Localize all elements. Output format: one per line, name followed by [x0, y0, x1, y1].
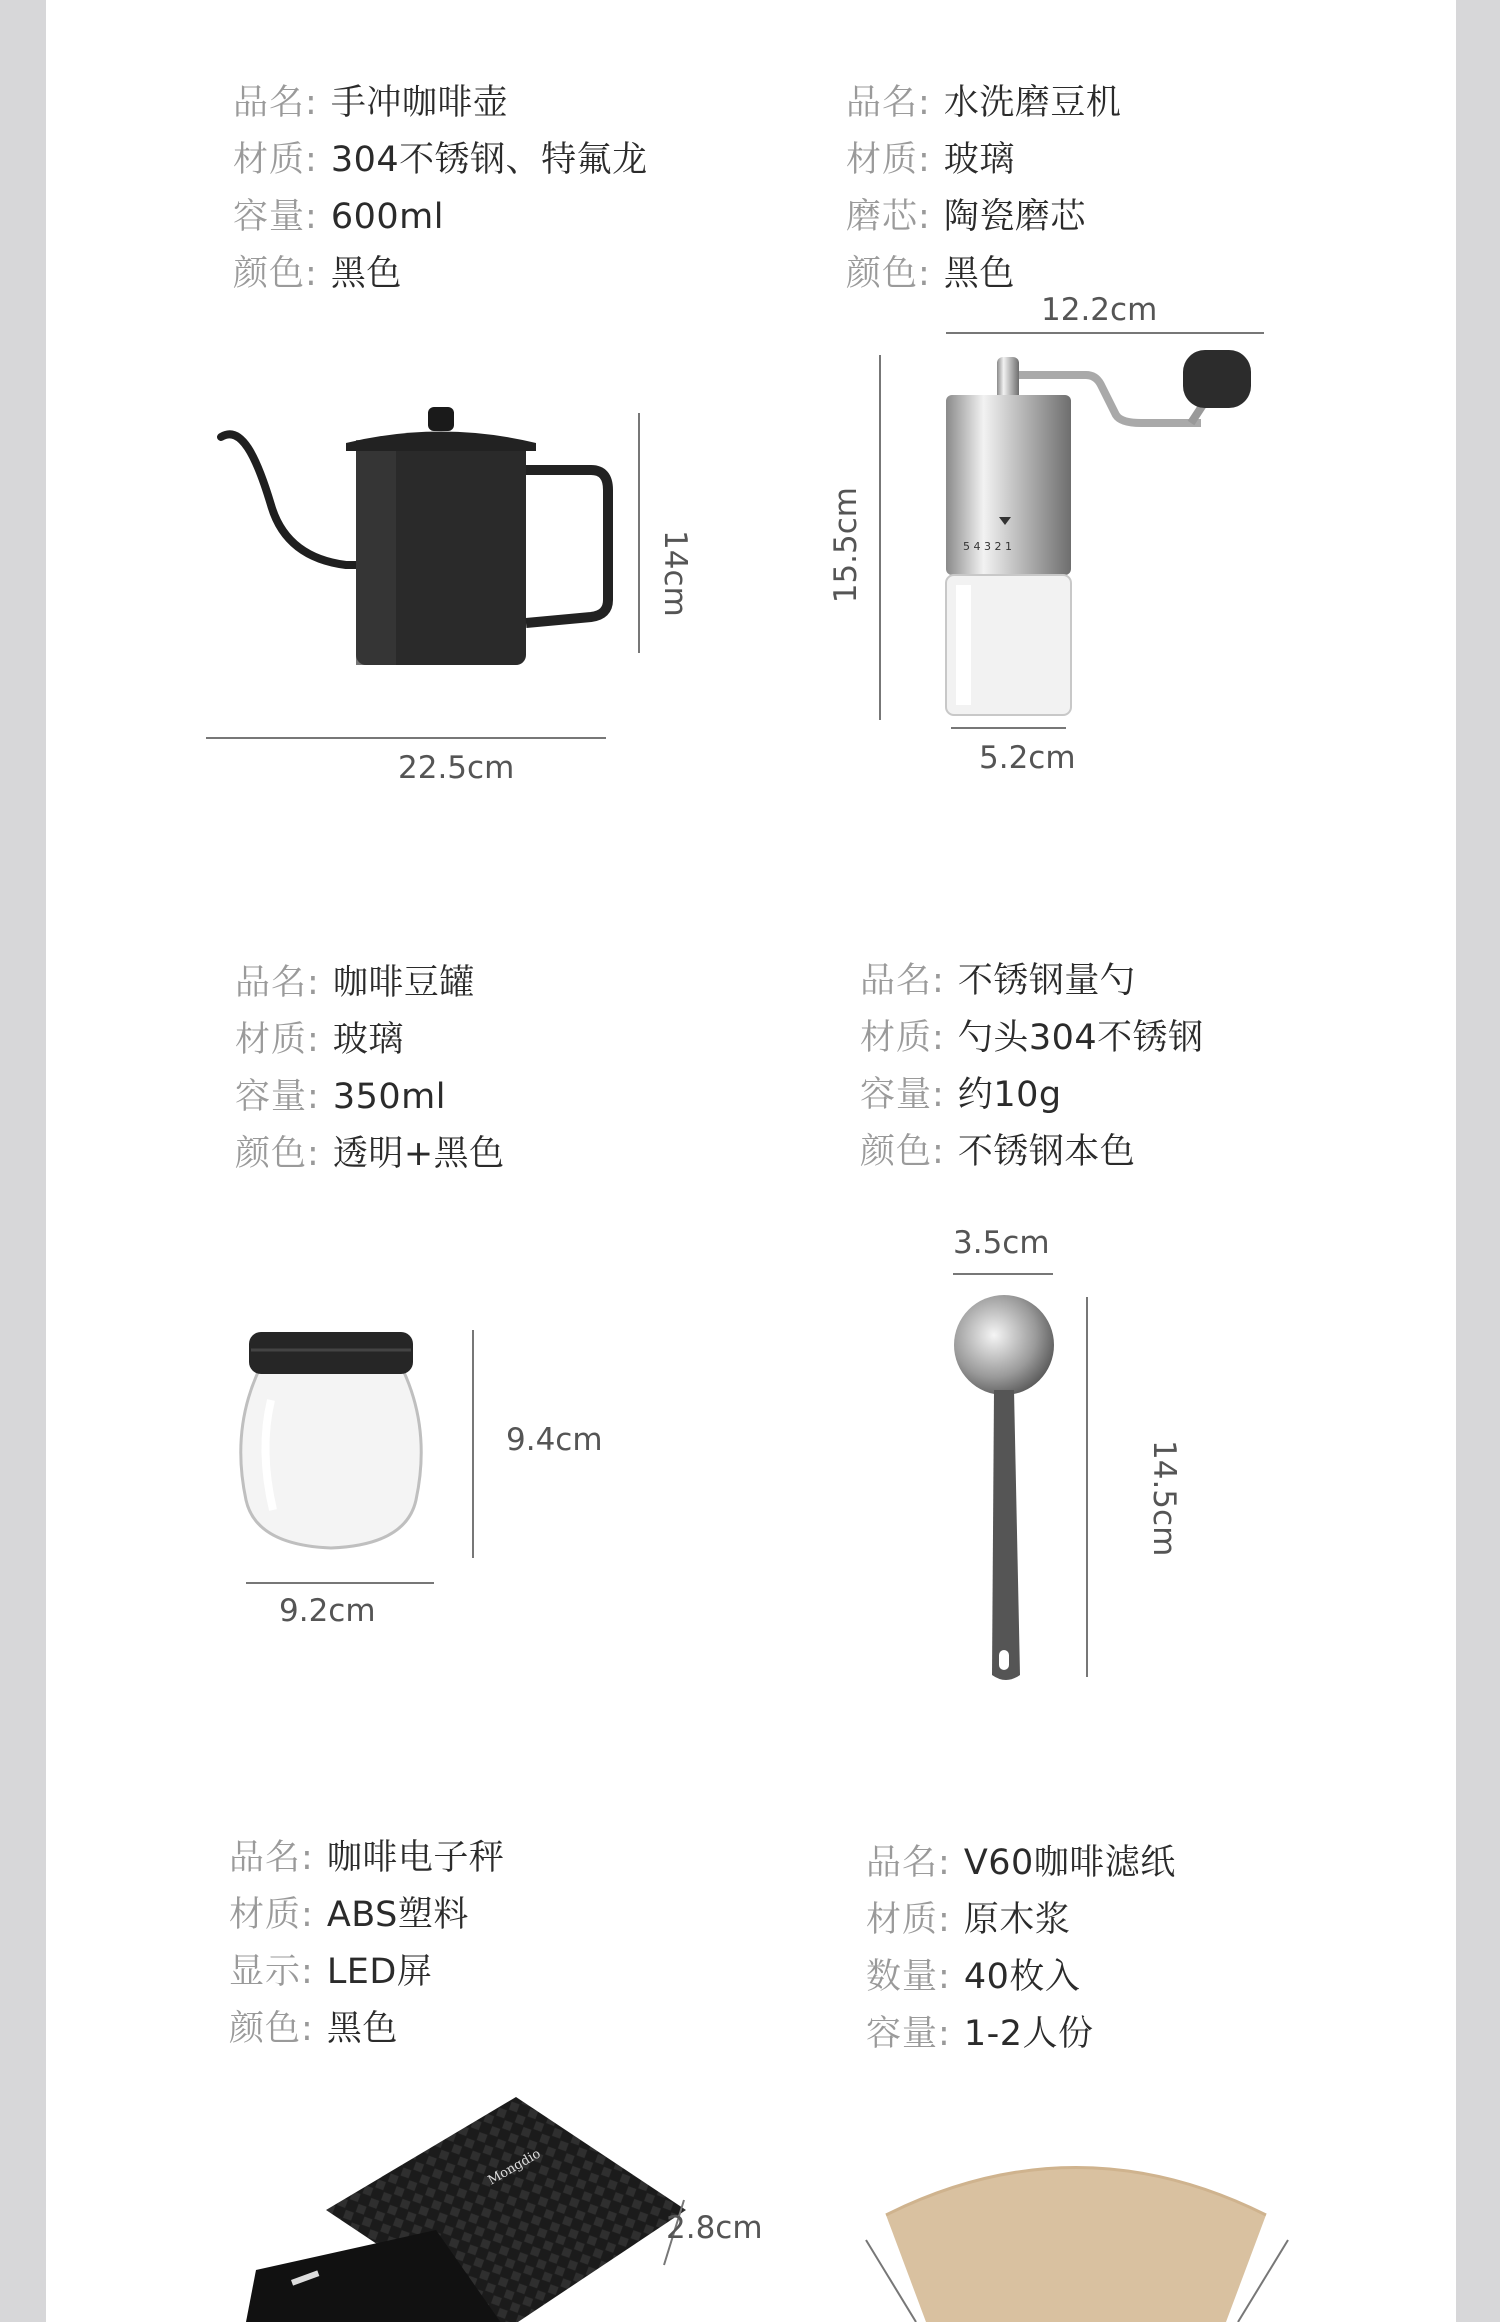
grinder-top-label: 12.2cm [1041, 292, 1158, 328]
spec-value: 勺头304不锈钢 [957, 1018, 1204, 1058]
spec-value: 咖啡豆罐 [332, 963, 475, 1003]
kettle-image [216, 385, 676, 675]
spec-key: 品名 [846, 83, 919, 123]
spec-value: 原木浆 [963, 1900, 1071, 1940]
spec-row: 容量 : 600ml [233, 189, 648, 246]
grinder-height-label: 15.5cm [828, 487, 864, 604]
scale-thickness-label: 2.8cm [666, 2210, 763, 2246]
spec-value: LED屏 [326, 1952, 433, 1992]
spec-value: 不锈钢量勺 [957, 961, 1136, 1001]
spec-key: 材质 [846, 140, 919, 180]
spec-row: 材质 : 玻璃 [235, 1012, 505, 1069]
spec-value: 1-2人份 [963, 2014, 1094, 2054]
spec-key: 容量 [233, 197, 306, 237]
spec-key: 材质 [860, 1018, 933, 1058]
spec-row: 磨芯 : 陶瓷磨芯 [846, 189, 1121, 246]
dim-line [1086, 1297, 1088, 1677]
spec-value: 玻璃 [943, 140, 1015, 180]
spec-value: 透明+黑色 [332, 1134, 505, 1174]
dim-line [638, 413, 640, 653]
spec-block-grinder [846, 75, 1121, 303]
spec-key: 材质 [866, 1900, 939, 1940]
spec-value: 水洗磨豆机 [943, 83, 1122, 123]
spec-key: 颜色 [229, 2009, 302, 2049]
spec-value: 不锈钢本色 [957, 1132, 1136, 1172]
spec-key: 品名 [233, 83, 306, 123]
spec-key: 颜色 [233, 254, 306, 294]
spec-key: 材质 [235, 1020, 308, 1060]
spec-row: 颜色 : 黑色 [229, 2001, 504, 2058]
kettle-height-label: 14cm [657, 530, 693, 617]
spec-value: 约10g [957, 1075, 1062, 1115]
spec-value: 350ml [332, 1077, 446, 1117]
spec-key: 数量 [866, 1957, 939, 1997]
spec-key: 容量 [860, 1075, 933, 1115]
spec-row: 材质 : 原木浆 [866, 1892, 1176, 1949]
spec-row: 品名 : 咖啡电子秤 [229, 1830, 504, 1887]
dim-line [472, 1330, 474, 1558]
grinder-image [901, 345, 1281, 725]
spec-key: 品名 [866, 1843, 939, 1883]
spec-key: 材质 [229, 1895, 302, 1935]
spec-row: 品名 : 水洗磨豆机 [846, 75, 1121, 132]
spoon-image [946, 1290, 1066, 1690]
spec-value: 黑色 [943, 254, 1015, 294]
spec-row: 颜色 : 不锈钢本色 [860, 1124, 1204, 1181]
grinder-bottom-label: 5.2cm [979, 740, 1076, 776]
spec-block-kettle [233, 75, 648, 303]
spec-row: 容量 : 350ml [235, 1069, 505, 1126]
spec-row: 品名 : 不锈钢量勺 [860, 953, 1204, 1010]
spec-row: 材质 : 玻璃 [846, 132, 1121, 189]
kettle-width-label: 22.5cm [398, 750, 515, 786]
spec-value: 304不锈钢、特氟龙 [330, 140, 648, 180]
spec-row: 容量 : 约10g [860, 1067, 1204, 1124]
spec-value: 玻璃 [332, 1020, 404, 1060]
spec-value: 黑色 [326, 2009, 398, 2049]
spec-block-jar [235, 955, 505, 1183]
spec-key: 品名 [235, 963, 308, 1003]
spec-row: 品名 : 咖啡豆罐 [235, 955, 505, 1012]
spec-row: 品名 : V60咖啡滤纸 [866, 1835, 1176, 1892]
spec-key: 显示 [229, 1952, 302, 1992]
spec-row: 颜色 : 黑色 [233, 246, 648, 303]
spec-value: 40枚入 [963, 1957, 1081, 1997]
scale-image [236, 2090, 706, 2322]
spec-key: 容量 [235, 1077, 308, 1117]
spec-row: 显示 : LED屏 [229, 1944, 504, 2001]
spec-block-spoon [860, 953, 1204, 1181]
dim-line [246, 1582, 434, 1584]
dim-line [206, 737, 606, 739]
spoon-top-label: 3.5cm [953, 1225, 1050, 1261]
spec-key: 磨芯 [846, 197, 919, 237]
dim-line [953, 1273, 1053, 1275]
spec-row: 品名 : 手冲咖啡壶 [233, 75, 648, 132]
spec-value: 手冲咖啡壶 [330, 83, 509, 123]
grinder-dial-marks: 5 4 3 2 1 [963, 540, 1012, 553]
spec-key: 材质 [233, 140, 306, 180]
spec-value: ABS塑料 [326, 1895, 469, 1935]
spec-block-filter [866, 1835, 1176, 2063]
spec-row: 容量 : 1-2人份 [866, 2006, 1176, 2063]
spec-row: 材质 : 勺头304不锈钢 [860, 1010, 1204, 1067]
spec-key: 品名 [229, 1838, 302, 1878]
spec-row: 颜色 : 黑色 [846, 246, 1121, 303]
jar-width-label: 9.2cm [279, 1593, 376, 1629]
spoon-height-label: 14.5cm [1146, 1440, 1182, 1557]
spec-row: 数量 : 40枚入 [866, 1949, 1176, 2006]
spec-key: 品名 [860, 961, 933, 1001]
spec-row: 材质 : ABS塑料 [229, 1887, 504, 1944]
spec-value: 600ml [330, 197, 444, 237]
jar-height-label: 9.4cm [506, 1422, 603, 1458]
spec-value: 咖啡电子秤 [326, 1838, 505, 1878]
spec-value: V60咖啡滤纸 [963, 1843, 1176, 1883]
dim-line [879, 355, 881, 720]
spec-row: 颜色 : 透明+黑色 [235, 1126, 505, 1183]
spec-row: 材质 : 304不锈钢、特氟龙 [233, 132, 648, 189]
spec-value: 黑色 [330, 254, 402, 294]
spec-value: 陶瓷磨芯 [943, 197, 1086, 237]
scale-brand: Mongdio [485, 2146, 544, 2189]
dim-line [946, 332, 1264, 334]
product-spec-page [46, 0, 1456, 2322]
spec-key: 颜色 [846, 254, 919, 294]
jar-image [231, 1320, 431, 1560]
spec-key: 容量 [866, 2014, 939, 2054]
dim-line [951, 727, 1066, 729]
spec-block-scale [229, 1830, 504, 2058]
spec-key: 颜色 [860, 1132, 933, 1172]
spec-key: 颜色 [235, 1134, 308, 1174]
filter-paper-image [826, 2130, 1326, 2322]
